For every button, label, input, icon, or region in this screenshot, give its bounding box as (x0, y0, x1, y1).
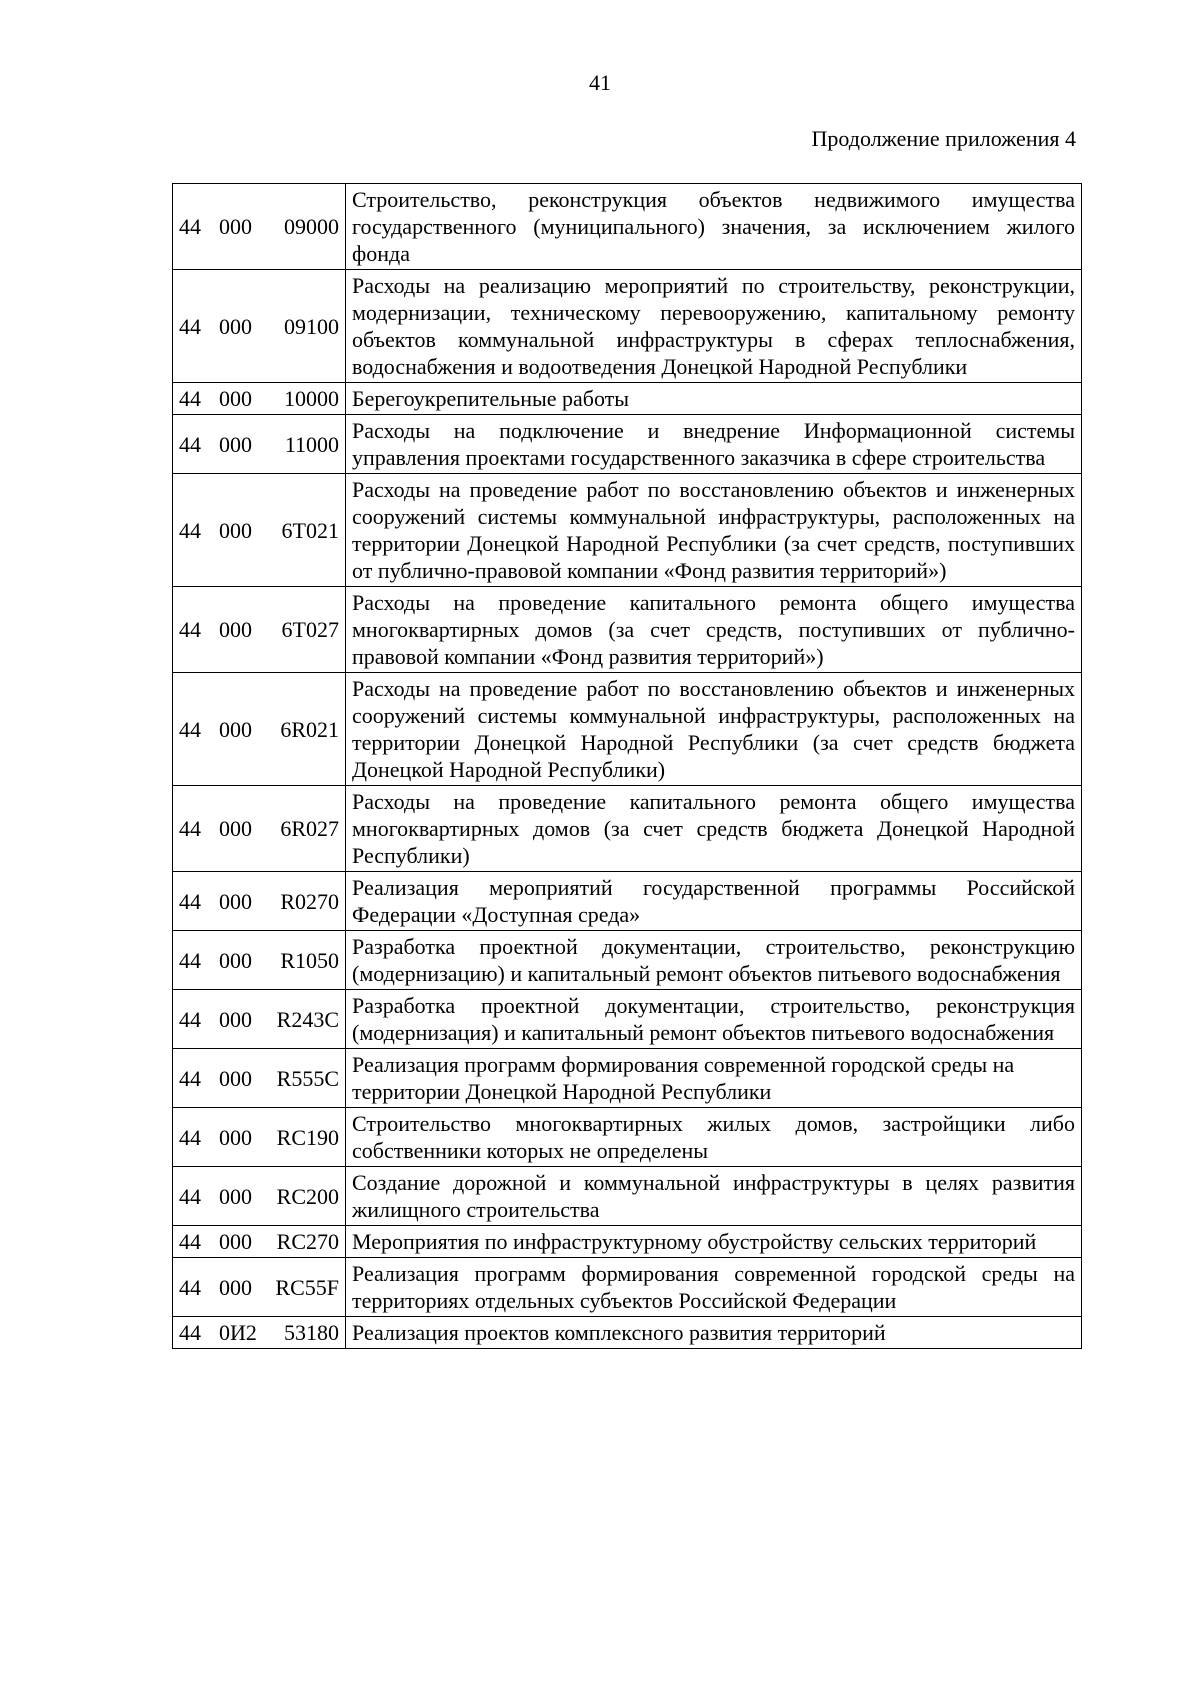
code-target: RC270 (276, 1229, 339, 1254)
description-cell: Расходы на проведение работ по восстановлению объектов и инженерных сооружений системы коммунальной инфраструктуры, расположенных на территории Донецкой Народной Республики (за счет средств бюджета Донецкой Народной Республики) (346, 673, 1082, 786)
description-cell: Разработка проектной документации, строительство, реконструкция (модернизация) и капитальный ремонт объектов питьевого водоснабжения (346, 990, 1082, 1049)
code-cell (173, 1108, 346, 1167)
code-subsection: 000 (219, 816, 252, 841)
code-target: RC200 (276, 1183, 339, 1209)
code-cell (173, 1258, 346, 1317)
code-cell (173, 184, 346, 270)
code-target: R0270 (280, 888, 339, 914)
code-subsection: 000 (219, 888, 252, 914)
code-cell (173, 786, 346, 872)
table-row (173, 383, 1082, 415)
table-row (173, 931, 1082, 990)
code-target: RC190 (276, 1124, 339, 1150)
code-cell (173, 415, 346, 474)
code-section: 44 (179, 313, 201, 339)
code-subsection: 000 (219, 1006, 252, 1032)
code-section: 44 (179, 888, 201, 914)
code-cell (173, 587, 346, 673)
code-cell (173, 1049, 346, 1108)
code-cell (173, 1167, 346, 1226)
code-cell (173, 673, 346, 786)
description-cell: Реализация программ формирования современной городской среды на территориях отдельных субъектов Российской Федерации (346, 1258, 1082, 1317)
code-section: 44 (179, 1229, 201, 1254)
table-row (173, 673, 1082, 786)
code-cell (173, 474, 346, 587)
code-cell (173, 270, 346, 383)
code-section: 44 (179, 386, 201, 411)
table-row (173, 1317, 1082, 1349)
code-subsection: 000 (219, 617, 252, 642)
code-subsection: 000 (219, 716, 252, 742)
code-section: 44 (179, 816, 201, 841)
code-cell (173, 1226, 346, 1258)
table-row (173, 1108, 1082, 1167)
code-section: 44 (179, 517, 201, 543)
code-subsection: 000 (219, 947, 252, 973)
description-cell: Расходы на проведение капитального ремонта общего имущества многоквартирных домов (за счет средств бюджета Донецкой Народной Республики) (346, 786, 1082, 872)
code-cell (173, 383, 346, 415)
code-target: R1050 (280, 947, 339, 973)
code-subsection: 000 (219, 386, 252, 411)
code-subsection: 000 (219, 1183, 252, 1209)
description-cell: Строительство, реконструкция объектов недвижимого имущества государственного (муниципального) значения, за исключением жилого фонда (346, 184, 1082, 270)
code-subsection: 000 (219, 1274, 252, 1300)
description-cell: Расходы на подключение и внедрение Информационной системы управления проектами государственного заказчика в сфере строительства (346, 415, 1082, 474)
code-target: 09100 (284, 313, 339, 339)
code-section: 44 (179, 1006, 201, 1032)
code-section: 44 (179, 214, 201, 239)
code-cell (173, 872, 346, 931)
code-section: 44 (179, 947, 201, 973)
table-row (173, 1167, 1082, 1226)
code-subsection: 0И2 (219, 1320, 257, 1345)
code-target: 6Т021 (281, 517, 339, 543)
table-row (173, 474, 1082, 587)
code-section: 44 (179, 1124, 201, 1150)
table-row (173, 1226, 1082, 1258)
code-target: R555С (276, 1065, 339, 1091)
code-cell (173, 990, 346, 1049)
description-cell: Расходы на проведение капитального ремонта общего имущества многоквартирных домов (за счет средств, поступивших от публично-правовой компании «Фонд развития территорий») (346, 587, 1082, 673)
description-cell: Реализация проектов комплексного развития территорий (346, 1317, 1082, 1349)
table-row (173, 415, 1082, 474)
code-target: 53180 (284, 1320, 339, 1345)
code-section: 44 (179, 1320, 201, 1345)
code-target: 6R021 (280, 716, 339, 742)
table-row (173, 587, 1082, 673)
code-section: 44 (179, 1274, 201, 1300)
code-target: R243С (276, 1006, 339, 1032)
table-row (173, 872, 1082, 931)
table-row (173, 990, 1082, 1049)
description-cell: Разработка проектной документации, строительство, реконструкцию (модернизацию) и капитальный ремонт объектов питьевого водоснабжения (346, 931, 1082, 990)
code-subsection: 000 (219, 1124, 252, 1150)
page-number: 41 (589, 70, 611, 95)
table-row (173, 786, 1082, 872)
code-target: 09000 (284, 214, 339, 239)
description-cell: Расходы на проведение работ по восстановлению объектов и инженерных сооружений системы коммунальной инфраструктуры, расположенных на территории Донецкой Народной Республики (за счет средств, поступивших от публично-правовой компании «Фонд развития территорий») (346, 474, 1082, 587)
table-row (173, 184, 1082, 270)
code-target: RC55F (275, 1274, 339, 1300)
code-cell (173, 931, 346, 990)
table-row (173, 1258, 1082, 1317)
description-cell: Берегоукрепительные работы (346, 383, 1082, 415)
table-row (173, 270, 1082, 383)
code-target: 6R027 (280, 816, 339, 841)
code-section: 44 (179, 431, 201, 457)
appendix-continuation-heading: Продолжение приложения 4 (811, 126, 1076, 151)
description-cell: Мероприятия по инфраструктурному обустройству сельских территорий (346, 1226, 1082, 1258)
code-subsection: 000 (219, 517, 252, 543)
code-subsection: 000 (219, 431, 252, 457)
description-cell: Расходы на реализацию мероприятий по строительству, реконструкции, модернизации, техническому перевооружению, капитальному ремонту объектов коммунальной инфраструктуры в сферах теплоснабжения, водоснабжения и водоотведения Донецкой Народной Республики (346, 270, 1082, 383)
code-section: 44 (179, 716, 201, 742)
code-target: 10000 (284, 386, 339, 411)
code-section: 44 (179, 1183, 201, 1209)
code-target: 11000 (284, 431, 339, 457)
code-subsection: 000 (219, 1065, 252, 1091)
code-cell (173, 1317, 346, 1349)
code-section: 44 (179, 617, 201, 642)
code-section: 44 (179, 1065, 201, 1091)
table-row (173, 1049, 1082, 1108)
description-cell: Реализация программ формирования современной городской среды на территории Донецкой Народной Республики (346, 1049, 1082, 1108)
code-target: 6Т027 (281, 617, 339, 642)
description-cell: Создание дорожной и коммунальной инфраструктуры в целях развития жилищного строительства (346, 1167, 1082, 1226)
budget-codes-table (172, 183, 1082, 1349)
code-subsection: 000 (219, 313, 252, 339)
code-subsection: 000 (219, 214, 252, 239)
description-cell: Реализация мероприятий государственной программы Российской Федерации «Доступная среда» (346, 872, 1082, 931)
code-subsection: 000 (219, 1229, 252, 1254)
description-cell: Строительство многоквартирных жилых домов, застройщики либо собственники которых не определены (346, 1108, 1082, 1167)
